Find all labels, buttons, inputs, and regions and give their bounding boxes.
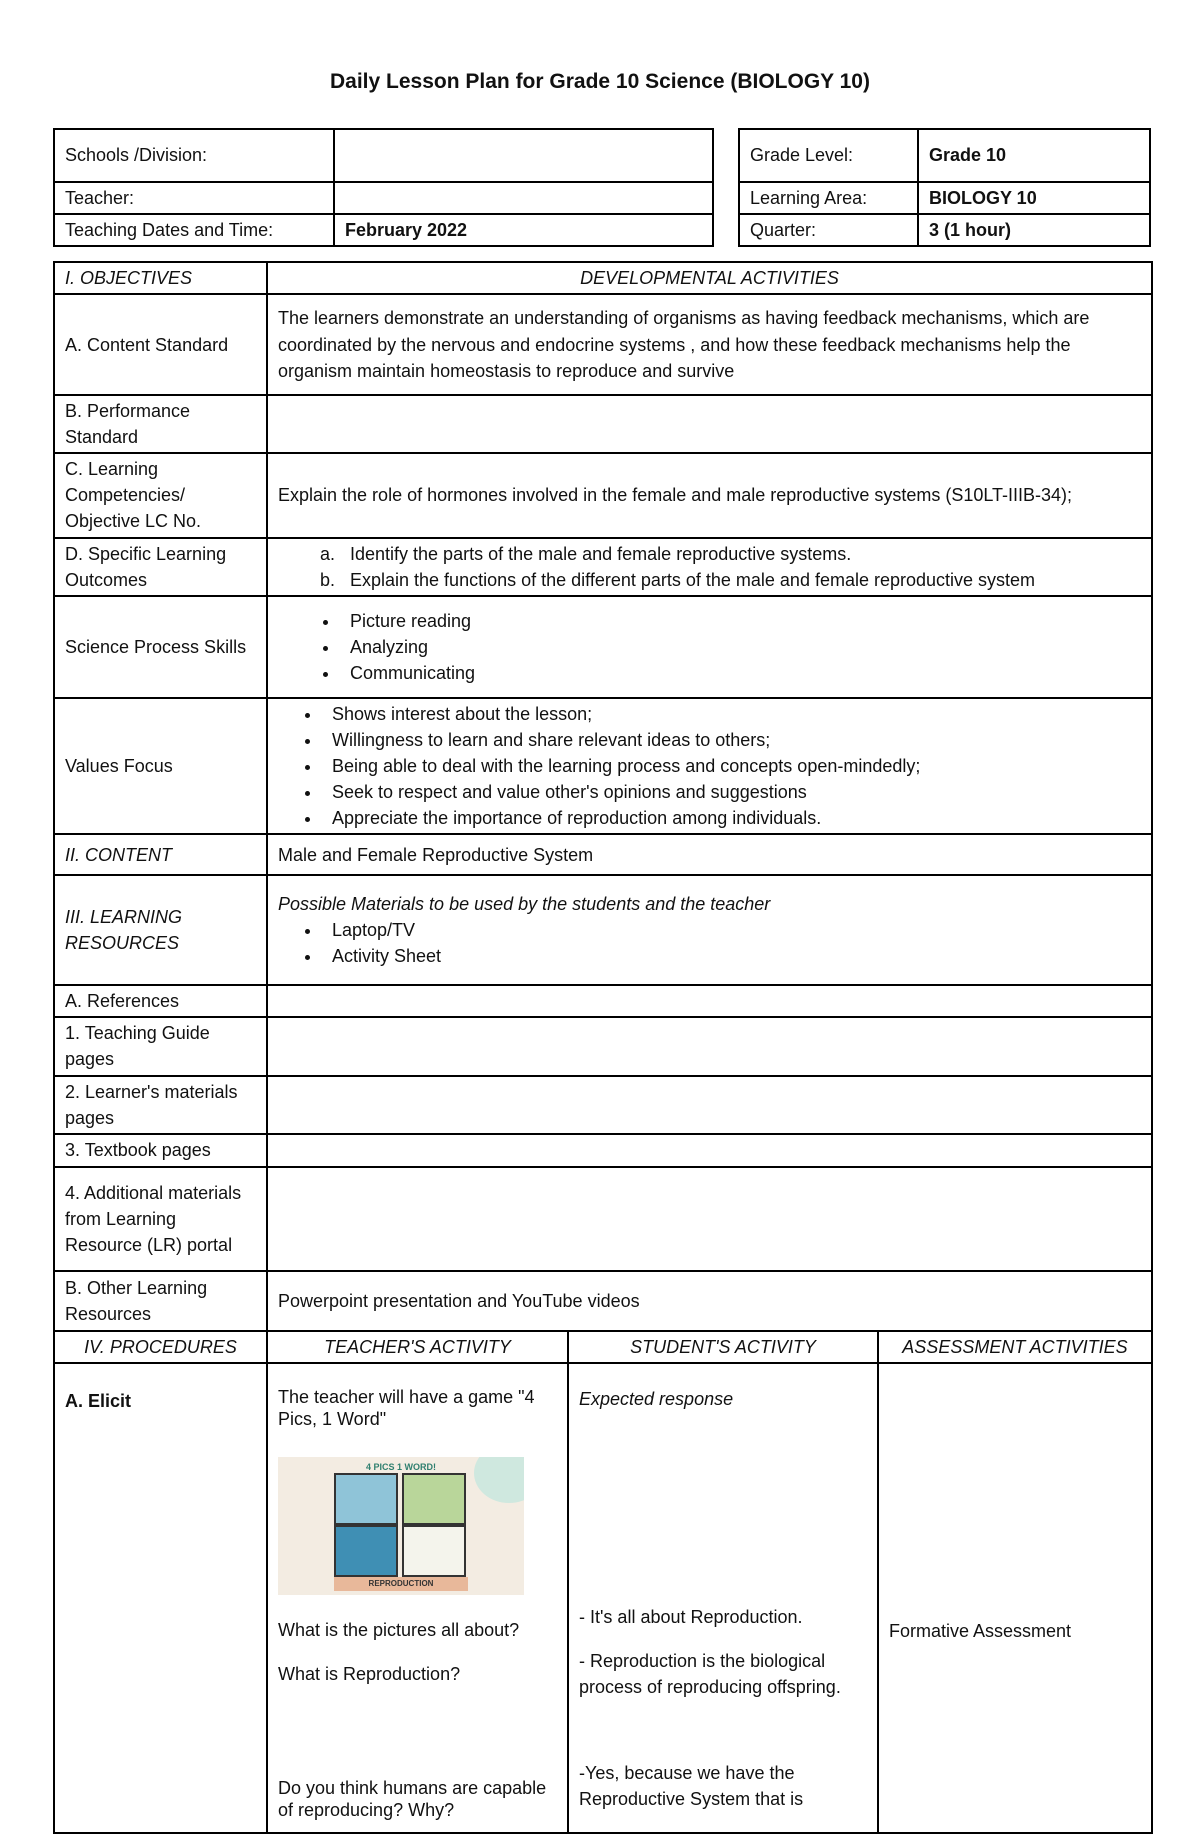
page-title: Daily Lesson Plan for Grade 10 Science (BIOLOGY 10): [330, 70, 870, 93]
learners-materials-label: 2. Learner's materials pages: [54, 1076, 267, 1134]
grade-level-label: Grade Level:: [739, 129, 918, 182]
content-heading: II. CONTENT: [54, 834, 267, 875]
skills-list: [267, 596, 1152, 698]
value-item: • Being able to deal with the learning process and concepts open-mindedly;: [322, 753, 1141, 779]
other-resources-value: Powerpoint presentation and YouTube videos: [267, 1271, 1152, 1331]
teacher-question-2: What is Reproduction?: [278, 1663, 461, 1684]
competencies-text: Explain the role of hormones involved in the female and male reproductive systems (S10LT-IIIB-34);: [267, 453, 1152, 537]
value-item: • Seek to respect and value other's opinions and suggestions: [322, 779, 1141, 805]
grade-level-value: Grade 10: [918, 129, 1150, 182]
additional-materials-label: 4. Additional materials from Learning Resource (LR) portal: [54, 1167, 267, 1271]
student-activity-heading: STUDENT'S ACTIVITY: [568, 1331, 878, 1363]
header-left-table: [53, 128, 714, 247]
content-value: Male and Female Reproductive System: [267, 834, 1152, 875]
performance-standard-label: B. Performance Standard: [54, 395, 267, 453]
learning-area-value: BIOLOGY 10: [918, 182, 1150, 214]
teacher-label: Teacher:: [54, 182, 334, 214]
objectives-heading: I. OBJECTIVES: [54, 262, 267, 294]
game-answer: REPRODUCTION: [334, 1577, 468, 1591]
four-pics-one-word-image: [278, 1457, 524, 1595]
textbook-value: [267, 1134, 1152, 1167]
values-list: [267, 698, 1152, 834]
skill-item: • Analyzing: [340, 634, 1141, 660]
value-item: • Shows interest about the lesson;: [322, 701, 1141, 727]
outcomes-label: D. Specific Learning Outcomes: [54, 538, 267, 596]
additional-materials-value: [267, 1167, 1152, 1271]
skills-label: Science Process Skills: [54, 596, 267, 698]
value-item: • Appreciate the importance of reproduction among individuals.: [322, 805, 1141, 831]
school-label: Schools /Division:: [54, 129, 334, 182]
resources-cell: [267, 875, 1152, 985]
student-answer-3: -Yes, because we have the Reproductive System that is: [579, 1763, 804, 1810]
teaching-guide-value: [267, 1017, 1152, 1075]
elicit-label: A. Elicit: [54, 1363, 267, 1833]
quarter-label: Quarter:: [739, 214, 918, 246]
student-answer-1: - It's all about Reproduction.: [579, 1606, 803, 1627]
outcomes-list: [267, 538, 1152, 596]
teacher-question-1: What is the pictures all about?: [278, 1619, 520, 1640]
value-item: • Willingness to learn and share relevant ideas to others;: [322, 727, 1141, 753]
other-resources-label: B. Other Learning Resources: [54, 1271, 267, 1331]
header-right-table: [738, 128, 1151, 247]
learning-area-label: Learning Area:: [739, 182, 918, 214]
lesson-plan-table: [53, 261, 1153, 1834]
game-title: 4 PICS 1 WORD!: [365, 1461, 436, 1472]
procedures-heading: IV. PROCEDURES: [54, 1331, 267, 1363]
teacher-activity-cell: [267, 1363, 568, 1833]
student-intro: Expected response: [579, 1388, 734, 1409]
student-activity-cell: [568, 1363, 878, 1833]
competencies-label: C. Learning Competencies/ Objective LC No.: [54, 453, 267, 537]
resources-intro: Possible Materials to be used by the students and the teacher: [278, 894, 771, 915]
teacher-question-3: Do you think humans are capable of reproducing? Why?: [278, 1777, 547, 1821]
resource-item: • Activity Sheet: [322, 943, 1141, 969]
resources-heading: III. LEARNING RESOURCES: [54, 875, 267, 985]
teaching-guide-label: 1. Teaching Guide pages: [54, 1017, 267, 1075]
outcome-item: a. Identify the parts of the male and female reproductive systems.: [340, 541, 1141, 567]
teacher-intro: The teacher will have a game "4 Pics, 1 Word": [278, 1386, 535, 1430]
skill-item: • Communicating: [340, 660, 1141, 686]
content-standard-text: The learners demonstrate an understanding of organisms as having feedback mechanisms, which are coordinated by the nervous and endocrine systems , and how these feedback mechanisms help the organism maintain homeostasis to reproduce and survive: [267, 294, 1152, 395]
references-value: [267, 985, 1152, 1017]
teacher-value: [334, 182, 713, 214]
student-answer-2: - Reproduction is the biological process of reproducing offspring.: [579, 1650, 841, 1698]
developmental-activities-heading: DEVELOPMENTAL ACTIVITIES: [267, 262, 1152, 294]
textbook-label: 3. Textbook pages: [54, 1134, 267, 1167]
assessment-activity-heading: ASSESSMENT ACTIVITIES: [878, 1331, 1152, 1363]
dates-label: Teaching Dates and Time:: [54, 214, 334, 246]
values-label: Values Focus: [54, 698, 267, 834]
teacher-activity-heading: TEACHER'S ACTIVITY: [267, 1331, 568, 1363]
content-standard-label: A. Content Standard: [54, 294, 267, 395]
references-label: A. References: [54, 985, 267, 1017]
assessment-cell: Formative Assessment: [878, 1363, 1152, 1833]
quarter-value: 3 (1 hour): [918, 214, 1150, 246]
resource-item: • Laptop/TV: [322, 917, 1141, 943]
dates-value: February 2022: [334, 214, 713, 246]
school-value: [334, 129, 713, 182]
performance-standard-text: [267, 395, 1152, 453]
learners-materials-value: [267, 1076, 1152, 1134]
skill-item: • Picture reading: [340, 608, 1141, 634]
outcome-item: b. Explain the functions of the different parts of the male and female reproductive system: [340, 567, 1141, 593]
